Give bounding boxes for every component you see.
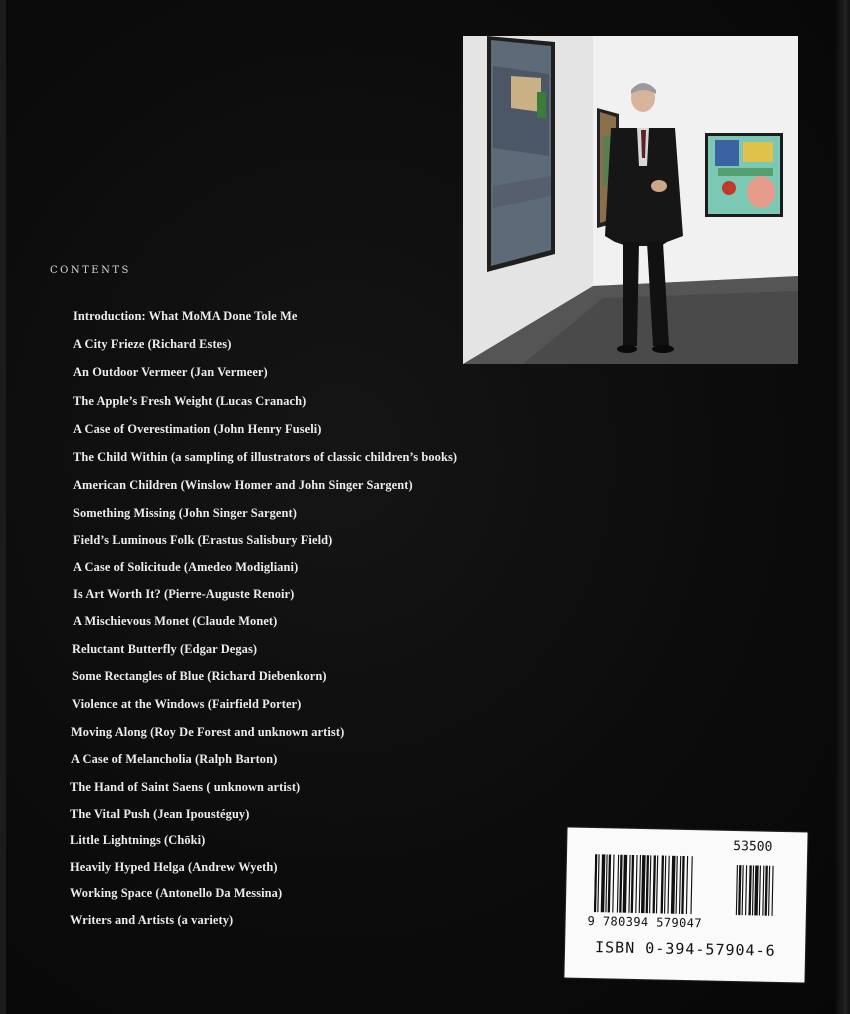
barcode-bar xyxy=(667,856,669,914)
barcode-addon-bar xyxy=(759,866,761,916)
author-gallery-photo xyxy=(463,36,798,364)
barcode-addon-bar xyxy=(752,865,754,915)
toc-item: An Outdoor Vermeer (Jan Vermeer) xyxy=(73,365,268,379)
barcode-bar xyxy=(612,854,614,912)
toc-item: Some Rectangles of Blue (Richard Diebenkorn) xyxy=(72,669,327,683)
barcode-bar xyxy=(661,855,665,913)
barcode-bar xyxy=(617,855,619,913)
toc-item: A Mischievous Monet (Claude Monet) xyxy=(73,614,278,628)
barcode-digits: 9 780394 579047 xyxy=(587,913,703,931)
barcode-bar xyxy=(652,855,656,913)
barcode-addon-bar xyxy=(771,866,773,916)
toc-item: Something Missing (John Singer Sargent) xyxy=(73,506,297,520)
isbn-barcode-label xyxy=(564,828,807,983)
barcode-bar xyxy=(639,855,641,913)
barcode-bar xyxy=(679,856,681,914)
barcode-addon-bar xyxy=(745,865,747,915)
barcode-bar xyxy=(646,855,650,913)
toc-item: A City Frieze (Richard Estes) xyxy=(73,337,232,351)
cover-edge-right xyxy=(836,0,850,1014)
barcode-addon-bar xyxy=(748,865,751,915)
toc-item: Is Art Worth It? (Pierre-Auguste Renoir) xyxy=(73,587,295,601)
barcode-addon-bar xyxy=(762,866,764,916)
barcode-bar xyxy=(619,855,623,913)
barcode-addon-bar xyxy=(768,866,770,916)
toc-item: Writers and Artists (a variety) xyxy=(70,913,234,927)
barcode-icon xyxy=(594,854,785,918)
toc-item: The Hand of Saint Saens ( unknown artist) xyxy=(70,780,301,794)
barcode-bar xyxy=(605,854,607,912)
barcode-bar xyxy=(641,855,646,913)
barcode-bar xyxy=(686,856,688,914)
barcode-bar xyxy=(597,854,599,912)
barcode-bar xyxy=(681,856,685,914)
barcode-bar xyxy=(671,856,676,914)
toc-item: The Vital Push (Jean Ipoustéguy) xyxy=(70,807,250,821)
barcode-bar xyxy=(594,854,598,912)
barcode-addon-bar xyxy=(736,865,738,915)
toc-item: Heavily Hyped Helga (Andrew Wyeth) xyxy=(70,860,278,874)
contents-heading: CONTENTS xyxy=(50,265,131,276)
toc-item: Working Space (Antonello Da Messina) xyxy=(70,886,283,900)
toc-item: Field’s Luminous Folk (Erastus Salisbury Field) xyxy=(73,533,333,547)
barcode-bar xyxy=(664,856,666,914)
barcode-bar xyxy=(656,855,658,913)
toc-item: American Children (Winslow Homer and John Singer Sargent) xyxy=(73,478,413,492)
barcode-addon-bar xyxy=(754,865,758,915)
barcode-bar xyxy=(649,855,651,913)
toc-item: Reluctant Butterfly (Edgar Degas) xyxy=(72,642,258,656)
barcode-addon-bar xyxy=(742,865,744,915)
barcode-bar xyxy=(601,854,606,912)
toc-item: The Apple’s Fresh Weight (Lucas Cranach) xyxy=(73,394,307,408)
barcode-addon-bar xyxy=(765,866,768,916)
toc-item: Moving Along (Roy De Forest and unknown artist) xyxy=(71,725,345,739)
toc-item: Violence at the Windows (Fairfield Porter) xyxy=(72,697,302,711)
toc-item: Introduction: What MoMA Done Tole Me xyxy=(73,309,298,323)
barcode-bar xyxy=(623,855,628,913)
toc-item: A Case of Overestimation (John Henry Fuseli) xyxy=(73,422,322,436)
isbn-number: ISBN 0-394-57904-6 xyxy=(594,938,776,960)
toc-item: A Case of Melancholia (Ralph Barton) xyxy=(71,752,278,766)
barcode-bar xyxy=(608,854,612,912)
price-code: 53500 xyxy=(733,838,773,855)
barcode-bar xyxy=(690,856,692,914)
toc-item: Little Lightnings (Chōki) xyxy=(70,833,206,847)
barcode-bar xyxy=(635,855,637,913)
barcode-bar xyxy=(628,855,630,913)
toc-item: A Case of Solicitude (Amedeo Modigliani) xyxy=(73,560,299,574)
barcode-bar xyxy=(631,855,635,913)
barcode-addon-bar xyxy=(738,865,741,915)
toc-item: The Child Within (a sampling of illustrators of classic children’s books) xyxy=(73,450,458,464)
cover-edge-left xyxy=(0,0,6,1014)
barcode-bar xyxy=(675,856,677,914)
